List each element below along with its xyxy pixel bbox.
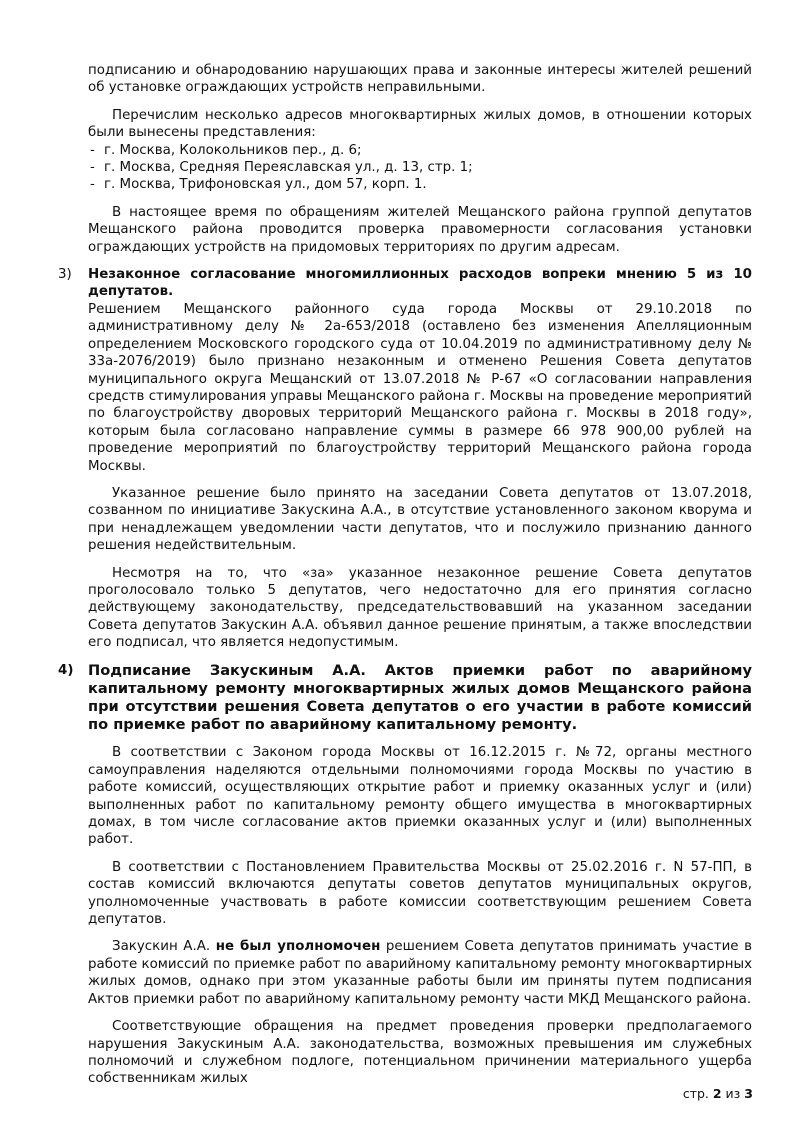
address-item: - г. Москва, Трифоновская ул., дом 57, корп. 1. xyxy=(90,176,752,193)
section-3 xyxy=(58,266,752,652)
page-number-total: 3 xyxy=(744,1086,753,1101)
section-4 xyxy=(58,661,752,1088)
section-title: Незаконное согласование многомиллионных расходов вопреки мнению 5 из 10 депутатов. xyxy=(88,267,752,300)
section-paragraph xyxy=(88,938,752,1008)
address-item: - г. Москва, Средняя Переяславская ул., д. 13, стр. 1; xyxy=(90,159,752,176)
section-title: Подписание Закускиным А.А. Актов приемки работ по аварийному капитальному ремонту многоквартирных жилых домов Мещанского района при отсутствии решения Совета депутатов о его участии в работе комиссий по приемке работ по аварийному капитальному ремонту. xyxy=(88,661,752,734)
section-paragraph: В соответствии с Постановлением Правительства Москвы от 25.02.2016 г. N 57-ПП, в состав комиссий включаются депутаты советов депутатов муниципальных округов, уполномоченные участвовать в работе комиссии соответствующим решением Совета депутатов. xyxy=(88,859,752,928)
section-paragraph: В соответствии с Законом города Москвы от 16.12.2015 г. №72, органы местного самоуправления наделяются отдельными полномочиями города Москвы по участию в работе комиссий, осуществляющих открытие работ и приемку оказанных услуг и (или) выполненных работ по капитальному ремонту общего имущества в многоквартирных домах, в том числе согласование актов приемки оказанных услуг и (или) выполненных работ. xyxy=(88,745,752,848)
address-item: - г. Москва, Колокольников пер., д. 6; xyxy=(90,142,752,159)
paragraph-ongoing-check: В настоящее время по обращениям жителей Мещанского района группой депутатов Мещанского района проводится проверка правомерности согласования установки ограждающих устройств на придомовых территориях по другим адресам. xyxy=(88,204,752,255)
page-number xyxy=(683,1086,753,1101)
section-paragraph: Решением Мещанского районного суда города Москвы от 29.10.2018 по административному делу № 2а-653/2018 (оставлено без изменения Апелляционным определением Московского городского суда от 10.04.2019 по административному делу № 33а-2076/2019) было признано незаконным и отменено Решения Совета депутатов муниципального округа Мещанский от 13.07.2018 № Р-67 «О согласовании направления средств стимулирования управы Мещанского района г. Москвы на проведение мероприятий по благоустройству дворовых территорий Мещанского района г. Москвы в 2018 году», которым была согласовано направление суммы в размере 66 978 900,00 рублей на проведение мероприятий по благоустройству территорий Мещанского района города Москвы. xyxy=(88,301,752,474)
page-number-separator: из xyxy=(721,1086,745,1101)
address-list xyxy=(88,142,752,194)
page-number-current: 2 xyxy=(712,1086,722,1101)
section-paragraph: Соответствующие обращения на предмет проведения проверки предполагаемого нарушения Закускиным А.А. законодательства, возможных превышения им служебных полномочий и служебном подлоге, потенциальном причинении материального ущерба собственникам жилых xyxy=(88,1019,752,1087)
section-paragraph: Указанное решение было принято на заседании Совета депутатов от 13.07.2018, созванном по инициативе Закускина А.А., в отсутствие установленного законом кворума и при ненадлежащем уведомлении части депутатов, что и послужило признанию данного решения недействительным. xyxy=(88,485,752,554)
document-page xyxy=(58,62,752,1088)
page-number-prefix: стр. xyxy=(682,1086,713,1101)
paragraph-text: решением Совета депутатов принимать участие в работе комиссий по приемке работ по аварийному капитальному ремонту многоквартирных жилых домов, однако при этом указанные работы были им приняты путем подписания Актов приемки работ по аварийному капитальному ремонту части МКД Мещанского района. xyxy=(88,939,752,1007)
paragraph-text: Закускин А.А. xyxy=(112,939,216,955)
emphasis-text: не был уполномочен xyxy=(215,939,381,955)
paragraph-addresses-intro: Перечислим несколько адресов многоквартирных жилых домов, в отношении которых были вынесены представления: xyxy=(88,107,752,141)
section-paragraph: Несмотря на то, что «за» указанное незаконное решение Совета депутатов проголосовало только 5 депутатов, чего недостаточно для его принятия согласно действующему законодательству, председательствовавший на указанном заседании Совета депутатов Закускин А.А. объявил данное решение принятым, а также впоследствии его подписал, что является недопустимым. xyxy=(88,565,752,651)
section-number: 3) xyxy=(58,267,72,283)
paragraph-continuation: подписанию и обнародованию нарушающих права и законные интересы жителей решений об установке ограждающих устройств неправильными. xyxy=(88,63,752,96)
section-number: 4) xyxy=(58,662,74,678)
